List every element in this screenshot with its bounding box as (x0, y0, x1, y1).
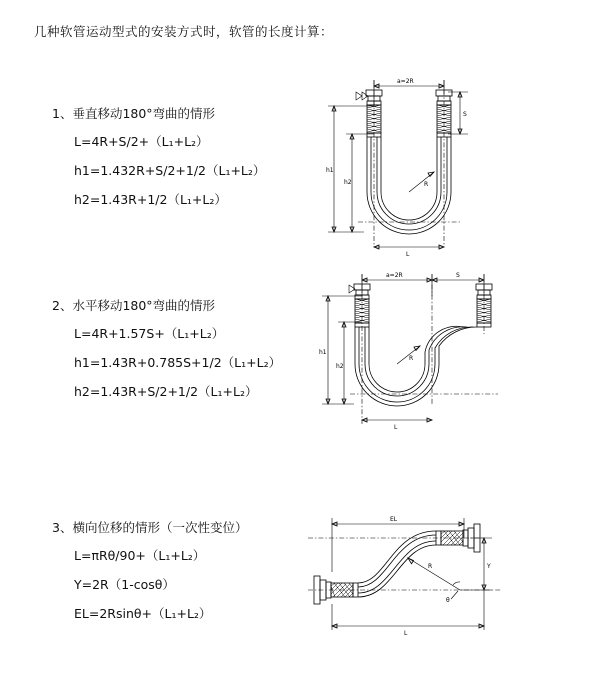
section-1-text (52, 104, 312, 219)
svg-text:R: R (428, 563, 433, 570)
svg-text:h2: h2 (344, 179, 352, 186)
svg-text:h1: h1 (326, 167, 334, 174)
svg-text:S: S (463, 111, 467, 118)
svg-text:S: S (456, 272, 460, 279)
section-2-formula-2: h1=1.43R+0.785S+1/2（L₁+L₂） (74, 355, 282, 370)
svg-text:Y: Y (487, 563, 491, 570)
svg-text:EL: EL (390, 516, 398, 523)
vertical-motion-180-bend-diagram (312, 72, 512, 272)
lateral-offset-diagram (288, 504, 518, 644)
section-2-text (52, 296, 312, 411)
svg-text:L: L (404, 630, 408, 637)
svg-text:R: R (409, 355, 414, 362)
svg-text:h2: h2 (336, 363, 344, 370)
section-3-text (52, 518, 312, 633)
section-3-formula-3: EL=2Rsinθ+（L₁+L₂） (74, 606, 212, 621)
svg-text:θ: θ (446, 597, 450, 604)
horizontal-motion-180-bend-diagram (306, 264, 516, 444)
svg-text:L: L (406, 251, 410, 258)
section-2-formula-3: h2=1.43R+S/2+1/2（L₁+L₂） (74, 384, 258, 399)
svg-text:a=2R: a=2R (386, 272, 403, 279)
section-2-title: 2、水平移动180°弯曲的情形 (52, 298, 216, 313)
section-2-formula-1: L=4R+1.57S+（L₁+L₂） (74, 326, 225, 341)
section-1-formula-1: L=4R+S/2+（L₁+L₂） (74, 134, 209, 149)
section-3-formula-2: Y=2R（1-cosθ） (74, 577, 175, 592)
section-3-title: 3、横向位移的情形（一次性变位） (52, 520, 248, 535)
svg-text:h1: h1 (319, 349, 327, 356)
section-1-formula-3: h2=1.43R+1/2（L₁+L₂） (74, 192, 227, 207)
section-1-formula-2: h1=1.432R+S/2+1/2（L₁+L₂） (74, 163, 266, 178)
svg-text:R: R (424, 181, 429, 188)
svg-text:L: L (394, 424, 398, 431)
section-1-title: 1、垂直移动180°弯曲的情形 (52, 106, 216, 121)
page-title: 几种软管运动型式的安装方式时，软管的长度计算： (34, 24, 334, 39)
svg-text:a=2R: a=2R (397, 78, 414, 85)
section-3-formula-1: L=πRθ/90+（L₁+L₂） (74, 548, 206, 563)
